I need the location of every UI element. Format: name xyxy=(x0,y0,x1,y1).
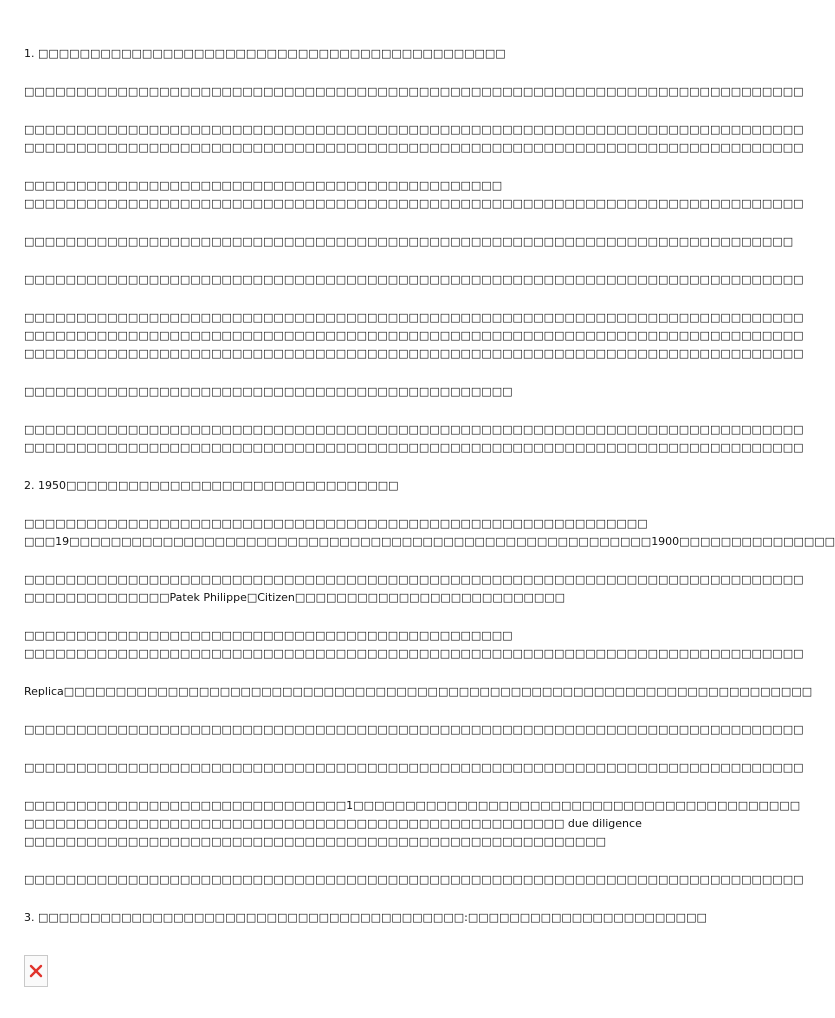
paragraph-line: □□□□□□□□□□□□□□□□□□□□□□□□□□□□□□□□□□□□□□□□□□□□□□□□□□□□□□□□□□□□□□□□□□□□□□□□□□□ xyxy=(24,123,804,136)
paragraph xyxy=(24,571,804,607)
paragraph xyxy=(24,515,835,551)
paragraph-line: □□□□□□□□□□□□□□□□□□□□□□□□□□□□□□□□□□□□□□□□□□□□□□□□□□□□□□□□□□□□□□□□□□□□□□□□□□□ xyxy=(24,647,804,660)
paragraph-line: □□□□□□□□□□□□□□□□□□□□□□□□□□□□□□□□□□□□□□□□□□□□□□□ xyxy=(24,385,513,398)
broken-image-icon xyxy=(29,964,43,978)
paragraph-line: □□□□□□□□□□□□□□□□□□□□□□□□□□□□□□□□□□□□□□□□□□□□□□□□□□□□□□□□□□□□□□□□□□□□□□□□□□□ xyxy=(24,329,804,342)
paragraph xyxy=(24,271,804,289)
paragraph xyxy=(24,683,813,701)
paragraph-line: □□□□□□□□□□□□□□□□□□□□□□□□□□□□□□□□□□□□□□□□□□□□□□□□□□□□□□□□□□□□□□□□□□□□□□□□□□□ xyxy=(24,873,804,886)
paragraph-line: 1. □□□□□□□□□□□□□□□□□□□□□□□□□□□□□□□□□□□□□□□□□□□□□ xyxy=(24,47,506,60)
paragraph xyxy=(24,871,804,889)
document-body xyxy=(24,45,835,947)
paragraph xyxy=(24,121,804,157)
paragraph xyxy=(24,83,804,101)
paragraph xyxy=(24,721,804,739)
paragraph-line: □□□□□□□□□□□□□□□□□□□□□□□□□□□□□□□□□□□□□□□□□□□□□□□□□□□□□□□□□□□□ xyxy=(24,517,648,530)
paragraph-line: □□□□□□□□□□□□□□□□□□□□□□□□□□□□□□□□□□□□□□□□□□□□□□□□□□□□□□□□□□□□□□□□□□□□□□□□□□□ xyxy=(24,441,804,454)
paragraph xyxy=(24,233,794,251)
paragraph-line: □□□□□□□□□□□□□□□□□□□□□□□□□□□□□□□□□□□□□□□□□□□□□□□□□□□□□□□□□□□□□□□□□□□□□□□□□□ xyxy=(24,235,794,248)
paragraph xyxy=(24,477,696,495)
paragraph-line: □□□19□□□□□□□□□□□□□□□□□□□□□□□□□□□□□□□□□□□□□□□□□□□□□□□□□□□□□□□□1900□□□□□□□□□□□□□□□ xyxy=(24,535,835,548)
paragraph-line: □□□□□□□□□□□□□□□□□□□□□□□□□□□□□□□□□□□□□□□□□□□□□□□□□□□□□□□□□□□□□□□□□□□□□□□□□□□ xyxy=(24,311,804,324)
paragraph-line: □□□□□□□□□□□□□□□□□□□□□□□□□□□□□□□□□□□□□□□□□□□□□□□ xyxy=(24,629,513,642)
paragraph-line: 2. 1950□□□□□□□□□□□□□□□□□□□□□□□□□□□□□□□□ xyxy=(24,479,399,492)
paragraph-line: 3. □□□□□□□□□□□□□□□□□□□□□□□□□□□□□□□□□□□□□□□□□:□□□□□□□□□□□□□□□□□□□□□□□ xyxy=(24,911,707,924)
paragraph-line: □□□□□□□□□□□□□□Patek Philippe□Citizen□□□□□□□□□□□□□□□□□□□□□□□□□□ xyxy=(24,591,566,604)
paragraph xyxy=(24,421,804,457)
paragraph-line: □□□□□□□□□□□□□□□□□□□□□□□□□□□□□□□□□□□□□□□□□□□□□□□□□□□□□□□□□□□□□□□□□□□□□□□□□□□ xyxy=(24,197,804,210)
paragraph-line: □□□□□□□□□□□□□□□□□□□□□□□□□□□□□□□□□□□□□□□□□□□□□□□□□□□□□□□□□□□□□□□□□□□□□□□□□□□ xyxy=(24,761,804,774)
paragraph-line: □□□□□□□□□□□□□□□□□□□□□□□□□□□□□□□□□□□□□□□□□□□□□□□□□□□□□□□□□□□□□□□□□□□□□□□□□□□ xyxy=(24,85,804,98)
paragraph-line: □□□□□□□□□□□□□□□□□□□□□□□□□□□□□□□□□□□□□□□□□□□□□□□□□□□□ due diligence xyxy=(24,817,642,830)
paragraph-line: □□□□□□□□□□□□□□□□□□□□□□□□□□□□□□□□□□□□□□□□□□□□□□□□□□□□□□□□□□□□□□□□□□□□□□□□□□□ xyxy=(24,273,804,286)
paragraph xyxy=(24,797,801,851)
paragraph-line: □□□□□□□□□□□□□□□□□□□□□□□□□□□□□□□□□□□□□□□□□□□□□□□□□□□□□□□□□□□□□□□□□□□□□□□□□□□ xyxy=(24,347,804,360)
paragraph-line: □□□□□□□□□□□□□□□□□□□□□□□□□□□□□□□□□□□□□□□□□□□□□□□□□□□□□□□□□□□□□□□□□□□□□□□□□□□ xyxy=(24,141,804,154)
broken-image xyxy=(24,955,48,987)
paragraph xyxy=(24,627,804,663)
paragraph-line: □□□□□□□□□□□□□□□□□□□□□□□□□□□□□□□□□□□□□□□□□□□□□□□□□□□□□□□□□□□□□□□□□□□□□□□□□□□ xyxy=(24,423,804,436)
paragraph-line: □□□□□□□□□□□□□□□□□□□□□□□□□□□□□□□□□□□□□□□□□□□□□□□□□□□□□□□□□□□□□□□□□□□□□□□□□□□ xyxy=(24,723,804,736)
paragraph xyxy=(24,909,707,927)
paragraph-line: Replica□□□□□□□□□□□□□□□□□□□□□□□□□□□□□□□□□□□□□□□□□□□□□□□□□□□□□□□□□□□□□□□□□□□□□□□□ xyxy=(24,685,813,698)
paragraph-line: □□□□□□□□□□□□□□□□□□□□□□□□□□□□□□□□□□□□□□□□□□□□□□□□□□□□□□□□ xyxy=(24,835,607,848)
paragraph xyxy=(24,309,804,363)
paragraph xyxy=(24,383,696,401)
paragraph-line: □□□□□□□□□□□□□□□□□□□□□□□□□□□□□□□1□□□□□□□□□□□□□□□□□□□□□□□□□□□□□□□□□□□□□□□□□□□ xyxy=(24,799,801,812)
paragraph xyxy=(24,177,804,213)
paragraph-line: □□□□□□□□□□□□□□□□□□□□□□□□□□□□□□□□□□□□□□□□□□□□□□□□□□□□□□□□□□□□□□□□□□□□□□□□□□□ xyxy=(24,573,804,586)
paragraph-line: □□□□□□□□□□□□□□□□□□□□□□□□□□□□□□□□□□□□□□□□□□□□□□ xyxy=(24,179,503,192)
paragraph xyxy=(24,759,804,777)
paragraph xyxy=(24,45,696,63)
